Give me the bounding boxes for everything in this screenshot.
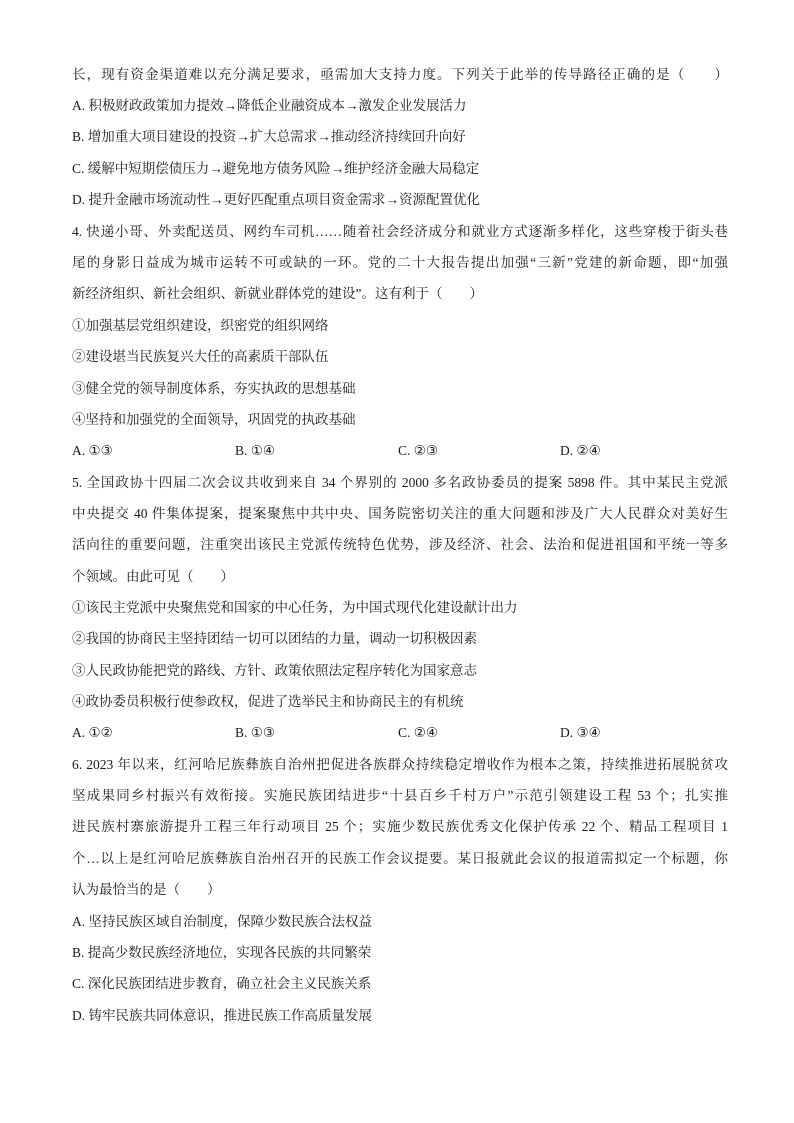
q6-stem-line-3: 进民族村寨旅游提升工程三年行动项目 25 个；实施少数民族优秀文化保护传承 22 个、精品工程项目 1	[72, 819, 728, 834]
q5-choices-row	[72, 723, 728, 743]
q4-choices-row	[72, 441, 728, 461]
q3-stem-line: 长，现有资金渠道难以充分满足要求，亟需加大支持力度。下列关于此举的传导路径正确的是（ ）	[72, 67, 728, 82]
q4-stem-line-1: 4. 快递小哥、外卖配送员、网约车司机……随着社会经济成分和就业方式逐渐多样化，这些穿梭于街头巷	[72, 224, 728, 239]
q5-stem-line-3: 活向往的重要问题，注重突出该民主党派传统特色优势，涉及经济、社会、法治和促进祖国和平统一等多	[72, 537, 728, 552]
q3-option-a[interactable]: A. 积极财政政策加力提效→降低企业融资成本→激发企业发展活力	[72, 98, 467, 113]
q4-choice-d[interactable]: D. ②④	[560, 443, 601, 458]
q6-stem-line-1: 6. 2023 年以来，红河哈尼族彝族自治州把促进各族群众持续稳定增收作为根本之策，持续推进拓展脱贫攻	[72, 757, 728, 772]
q4-statement-3: ③健全党的领导制度体系，夯实执政的思想基础	[72, 381, 356, 396]
q4-statement-2: ②建设堪当民族复兴大任的高素质干部队伍	[72, 349, 329, 364]
q5-choice-a[interactable]: A. ①②	[72, 725, 113, 740]
q6-option-b[interactable]: B. 提高少数民族经济地位，实现各民族的共同繁荣	[72, 945, 372, 960]
q5-statement-3: ③人民政协能把党的路线、方针、政策依照法定程序转化为国家意志	[72, 663, 477, 678]
q6-option-a[interactable]: A. 坚持民族区域自治制度，保障少数民族合法权益	[72, 914, 372, 929]
q4-stem-line-2: 尾的身影日益成为城市运转不可或缺的一环。党的二十大报告提出加强“三新”党建的新命题，即“加强	[72, 255, 728, 270]
q5-stem-line-4: 个领域。由此可见（ ）	[72, 569, 234, 584]
q3-option-b[interactable]: B. 增加重大项目建设的投资→扩大总需求→推动经济持续回升向好	[72, 129, 466, 144]
q5-stem-line-1: 5. 全国政协十四届二次会议共收到来自 34 个界别的 2000 多名政协委员的提案 5898 件。其中某民主党派	[72, 475, 728, 490]
q4-stem-line-3: 新经济组织、新社会组织、新就业群体党的建设”。这有利于（ ）	[72, 286, 483, 301]
q4-choice-c[interactable]: C. ②③	[398, 443, 438, 458]
q3-option-d[interactable]: D. 提升金融市场流动性→更好匹配重点项目资金需求→资源配置优化	[72, 192, 480, 207]
q5-choice-d[interactable]: D. ③④	[560, 725, 601, 740]
q5-statement-2: ②我国的协商民主坚持团结一切可以团结的力量，调动一切积极因素	[72, 631, 477, 646]
q5-statement-4: ④政协委员积极行使参政权，促进了选举民主和协商民主的有机统	[72, 694, 464, 709]
q6-stem-line-5: 认为最恰当的是（ ）	[72, 882, 221, 897]
q3-option-c[interactable]: C. 缓解中短期偿债压力→避免地方债务风险→维护经济金融大局稳定	[72, 161, 480, 176]
q5-choice-c[interactable]: C. ②④	[398, 725, 438, 740]
q4-statement-1: ①加强基层党组织建设，织密党的组织网络	[72, 318, 329, 333]
q4-choice-a[interactable]: A. ①③	[72, 443, 113, 458]
q5-statement-1: ①该民主党派中央聚焦党和国家的中心任务，为中国式现代化建设献计出力	[72, 600, 518, 615]
q6-option-d[interactable]: D. 铸牢民族共同体意识，推进民族工作高质量发展	[72, 1008, 372, 1023]
q6-option-c[interactable]: C. 深化民族团结进步教育，确立社会主义民族关系	[72, 976, 372, 991]
q5-stem-line-2: 中央提交 40 件集体提案，提案聚焦中共中央、国务院密切关注的重大问题和涉及广大人民群众对美好生	[72, 506, 728, 521]
q4-choice-b[interactable]: B. ①④	[235, 443, 275, 458]
q5-choice-b[interactable]: B. ①③	[235, 725, 275, 740]
q6-stem-line-2: 坚成果同乡村振兴有效衔接。实施民族团结进步“十县百乡千村万户”示范引领建设工程 53 个；扎实推	[72, 788, 728, 803]
q4-statement-4: ④坚持和加强党的全面领导，巩固党的执政基础	[72, 412, 356, 427]
q6-stem-line-4: 个…以上是红河哈尼族彝族自治州召开的民族工作会议提要。某日报就此会议的报道需拟定一个标题，你	[72, 851, 728, 866]
